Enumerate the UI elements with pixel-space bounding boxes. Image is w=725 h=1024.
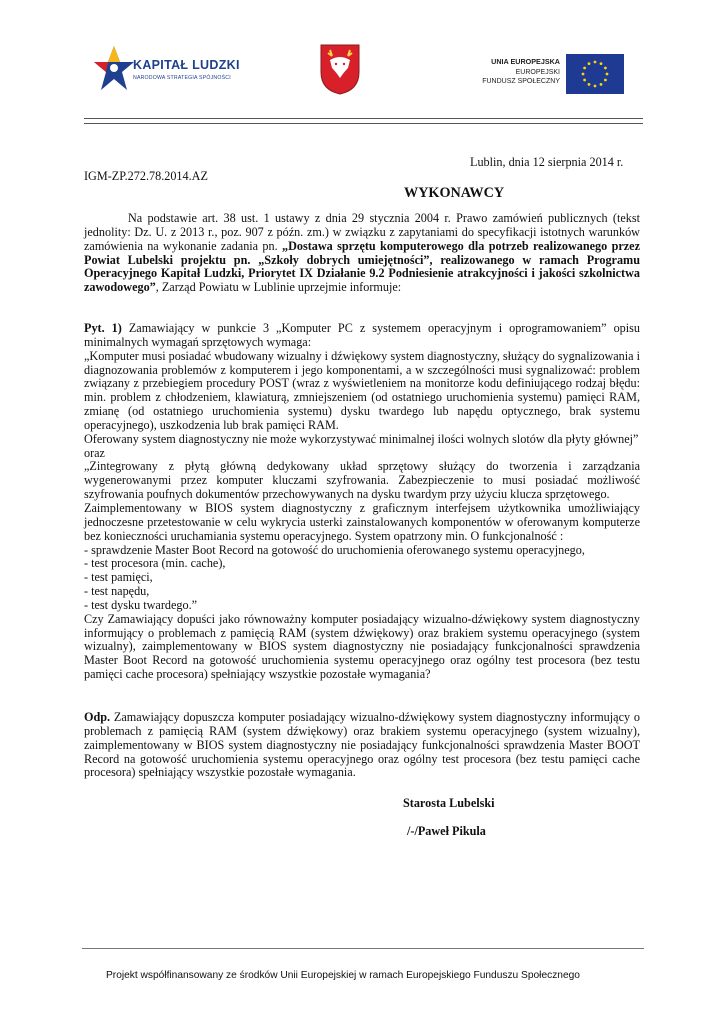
intro-text-bold: „Dostawa sprzętu komputerowego dla potrzeb realizowanego przez Powiat Lubelski projektu pn. „Szkoły dobrych umiejętności”, realizowanego w ramach Programu Operacyjnego Kapitał Ludzki, Priorytet IX Działanie 9.2 Podniesienie atrakcyjności i jakości szkolnictwa zawodowego” [84,238,640,295]
question-list-item: - test dysku twardego.” [84,597,198,612]
question-p6: Czy Zamawiający dopuści jako równoważny komputer posiadający wizualno-dźwiękowy system diagnostyczny informujący o problemach z pamięcią RAM (system dźwiękowy) oraz brakiem systemu operacyjnego (system wizualny), zaimplementowany w BIOS system diagnostyczny nie posiadający funkcjonalności sprawdzenia Master Boot Record na gotowość uruchomienia systemu operacyjnego oraz ogólny test procesora (bez testu pamięci cache procesora) spełniający wszystkie pozostałe wymagania? [84,611,640,682]
question-list-item: - test napędu, [84,584,150,599]
question-block [84,322,640,682]
kapital-ludzki-subtitle: NARODOWA STRATEGIA SPÓJNOŚCI [133,75,231,81]
kapital-ludzki-star-icon [94,44,134,92]
question-oraz: oraz [84,445,105,460]
eu-flag-icon [566,54,624,94]
question-p5: Zaimplementowany w BIOS system diagnostyczny z graficznym interfejsem użytkownika umożliwiający jednoczesne przetestowanie w celu wykrycia usterki zainstalowanych komponentów w oferowanym komputerze bez konieczności uruchamiania systemu operacyjnego. System opatrzony min. O funkcjonalność : [84,500,640,543]
intro-text-2: , Zarząd Powiatu w Lublinie uprzejmie informuje: [155,280,402,295]
place-date: Lublin, dnia 12 sierpnia 2014 r. [470,155,624,169]
footer-divider [82,948,644,949]
question-p1 [84,322,640,350]
powiat-crest [318,42,362,96]
eu-line-2: EUROPEJSKI [515,68,560,76]
question-list-item: - test procesora (min. cache), [84,556,226,571]
eu-logo-text [470,57,560,87]
intro-paragraph [84,212,640,295]
question-p4: „Zintegrowany z płytą główną dedykowany układ sprzętowy służący do tworzenia i zarządzania wygenerowanymi przez komputer kluczami szyfrowania. Zabezpieczenie to musi posiadać możliwość szyfrowania poufnych dokumentów przechowywanych na dysku twardym przy użyciu klucza sprzętowego. [84,459,640,502]
question-list-item: - sprawdzenie Master Boot Record na gotowość do uruchomienia oferowanego systemu operacyjnego, [84,542,585,557]
eu-line-3: FUNDUSZ SPOŁECZNY [482,78,560,85]
kapital-ludzki-title: KAPITAŁ LUDZKI [133,58,240,72]
answer-block [84,711,640,780]
question-label: Pyt. 1) [84,321,122,335]
letter-title: WYKONAWCY [404,185,505,201]
question-p2: „Komputer musi posiadać wbudowany wizualny i dźwiękowy system diagnostyczny, służący do sygnalizowania i diagnozowania problemów z komputerem i jego komponentami, a w szczególności musi sygnalizować: problem związany z przebiegiem procedury POST (wraz z wyświetleniem na monitorze kodu definiującego rodzaj błędu: min. problem z chłodzeniem, klawiaturą, zmniejszeniem (od ostatniego uruchomienia systemu) pamięci RAM, zmianę (od ostatniego uruchomienia systemu) dysku twardego lub napędu optycznego, brak systemu operacyjnego), uszkodzenia lub brak pamięci RAM. [84,348,640,432]
question-p3: Oferowany system diagnostyczny nie może wykorzystywać minimalnej ilości wolnych slotów dla płyty głównej” [84,431,639,446]
crest-deer-icon [318,42,362,96]
header-divider-top [84,118,643,119]
question-list-item: - test pamięci, [84,570,153,585]
header-divider-bottom [84,123,643,124]
question-p1-text: Zamawiający w punkcie 3 „Komputer PC z systemem operacyjnym i oprogramowaniem” opisu minimalnych wymagań sprzętowych wymaga: [84,321,640,349]
signature-title: Starosta Lubelski [403,796,495,810]
reference-number: IGM-ZP.272.78.2014.AZ [84,169,208,183]
intro-text-1: Na podstawie art. 38 ust. 1 ustawy z dnia 29 stycznia 2004 r. Prawo zamówień publicznych (tekst jednolity: Dz. U. z 2013 r., poz. 907 z późn. zm.) w związku z zapytaniami do specyfikacji istotnych warunków zamówienia na wykonanie zadania pn. [84,211,640,253]
eu-line-1: UNIA EUROPEJSKA [491,57,560,66]
kapital-ludzki-logo [94,44,244,94]
answer-label: Odp. [84,710,111,724]
footer-text: Projekt współfinansowany ze środków Unii Europejskiej w ramach Europejskiego Funduszu Społecznego [106,970,580,981]
signature-name: /-/Paweł Pikula [407,824,486,838]
answer-text: Zamawiający dopuszcza komputer posiadający wizualno-dźwiękowy system diagnostyczny informujący o problemach z pamięcią RAM (system dźwiękowy) oraz brakiem systemu operacyjnego (system wizualny), zaimplementowany w BIOS system diagnostyczny nie posiadający funkcjonalności sprawdzenia Master BOOT Record na gotowość uruchomienia systemu operacyjnego oraz ogólny test procesora (bez testu pamięci cache procesora) spełniający wszystkie pozostałe wymagania. [84,710,640,780]
eu-logo [470,54,630,98]
